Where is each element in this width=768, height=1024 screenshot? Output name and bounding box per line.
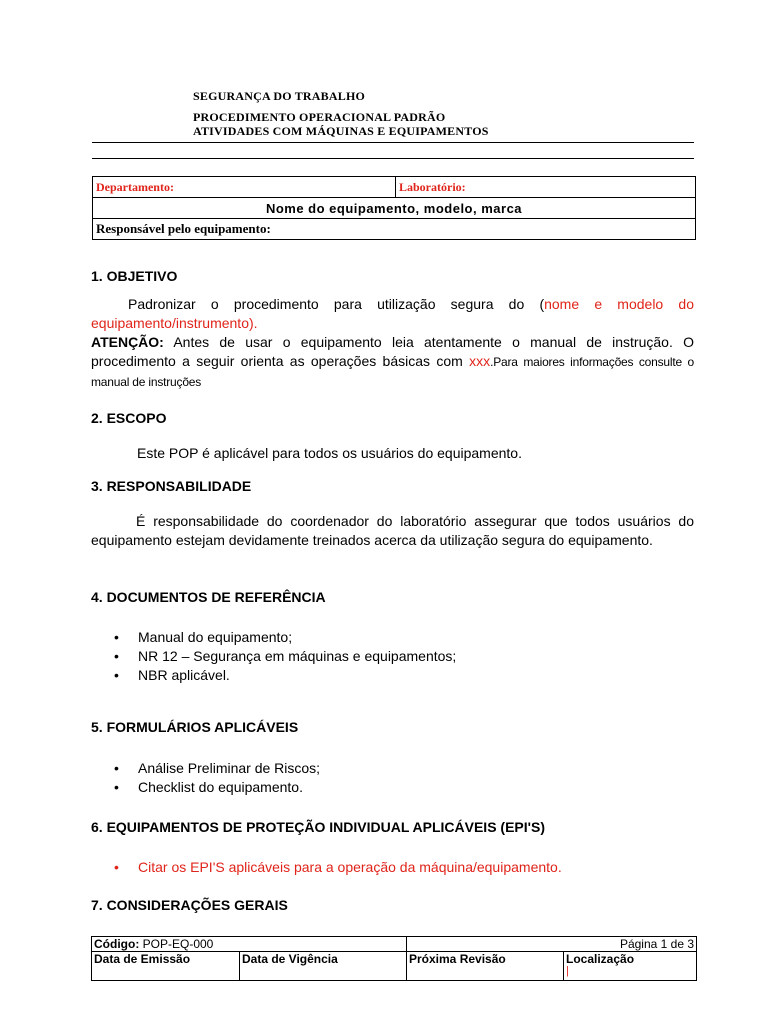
epi-list [91, 858, 562, 877]
location-marker: | [566, 965, 569, 977]
section-title-responsibility: 3. RESPONSABILIDADE [91, 478, 252, 494]
attention-red: xxx [469, 353, 491, 369]
department-cell [93, 177, 396, 198]
forms-list [91, 759, 320, 797]
header-line-1: SEGURANÇA DO TRABALHO [193, 89, 366, 103]
list-item: • Manual do equipamento; [114, 629, 293, 645]
code-label: Código: [94, 937, 140, 951]
location-cell [564, 952, 697, 981]
reference-docs-list [91, 628, 456, 685]
page-number: Página 1 de 3 [407, 937, 697, 952]
attention-paragraph [91, 333, 694, 392]
responsible-cell: Responsável pelo equipamento: [93, 219, 696, 240]
scope-text: Este POP é aplicável para todos os usuários do equipamento. [137, 445, 522, 461]
objective-text-red: nome e modelo do equipamento/instrumento). [91, 296, 694, 331]
attention-label: ATENÇÃO: [91, 334, 164, 350]
department-label: Departamento: [96, 180, 174, 194]
header-divider-top [92, 142, 694, 143]
responsibility-paragraph [91, 512, 694, 550]
info-table [92, 176, 696, 240]
equipment-name-cell: Nome do equipamento, modelo, marca [93, 198, 696, 219]
footer-table [91, 936, 697, 981]
header-divider-bottom [92, 158, 694, 159]
location-label: Localização [566, 952, 635, 966]
header-line-2: PROCEDIMENTO OPERACIONAL PADRÃO [193, 110, 446, 124]
laboratory-label: Laboratório: [399, 180, 466, 194]
header-line-3: ATIVIDADES COM MÁQUINAS E EQUIPAMENTOS [193, 124, 489, 138]
laboratory-cell [396, 177, 696, 198]
section-title-reference-docs: 4. DOCUMENTOS DE REFERÊNCIA [91, 589, 326, 605]
bullet-icon: • [114, 629, 119, 645]
bullet-icon: • [114, 779, 119, 795]
code-value: POP-EQ-000 [139, 937, 214, 951]
responsibility-text: É responsabilidade do coordenador do laboratório assegurar que todos usuários do equipamento estejam devidamente treinados acerca da utilização segura do equipamento. [91, 513, 694, 548]
list-item: • NBR aplicável. [114, 667, 230, 683]
bullet-icon: • [114, 667, 119, 683]
section-title-scope: 2. ESCOPO [91, 410, 167, 426]
list-item: • Análise Preliminar de Riscos; [114, 760, 321, 776]
attention-text: Antes de usar o equipamento leia atentamente o manual de instrução. O procedimento a seguir orienta as operações básicas com [91, 334, 694, 369]
section-title-general: 7. CONSIDERAÇÕES GERAIS [91, 897, 288, 913]
issue-date-cell: Data de Emissão [92, 952, 240, 981]
code-cell [92, 937, 407, 952]
objective-text: Padronizar o procedimento para utilização segura do ( [128, 296, 545, 312]
next-review-cell: Próxima Revisão [407, 952, 564, 981]
section-title-objective: 1. OBJETIVO [91, 268, 178, 284]
list-item: • Citar os EPI'S aplicáveis para a operação da máquina/equipamento. [114, 859, 562, 875]
section-title-epi: 6. EQUIPAMENTOS DE PROTEÇÃO INDIVIDUAL APLICÁVEIS (EPI'S) [91, 819, 545, 835]
bullet-icon: • [114, 859, 119, 875]
bullet-icon: • [114, 760, 119, 776]
list-item: • NR 12 – Segurança em máquinas e equipamentos; [114, 648, 457, 664]
bullet-icon: • [114, 648, 119, 664]
objective-paragraph [91, 295, 694, 333]
section-title-forms: 5. FORMULÁRIOS APLICÁVEIS [91, 719, 299, 735]
validity-date-cell: Data de Vigência [240, 952, 407, 981]
attention-tail: .Para maiores informações consulte o manual de instruções [91, 355, 694, 389]
list-item: • Checklist do equipamento. [114, 779, 303, 795]
